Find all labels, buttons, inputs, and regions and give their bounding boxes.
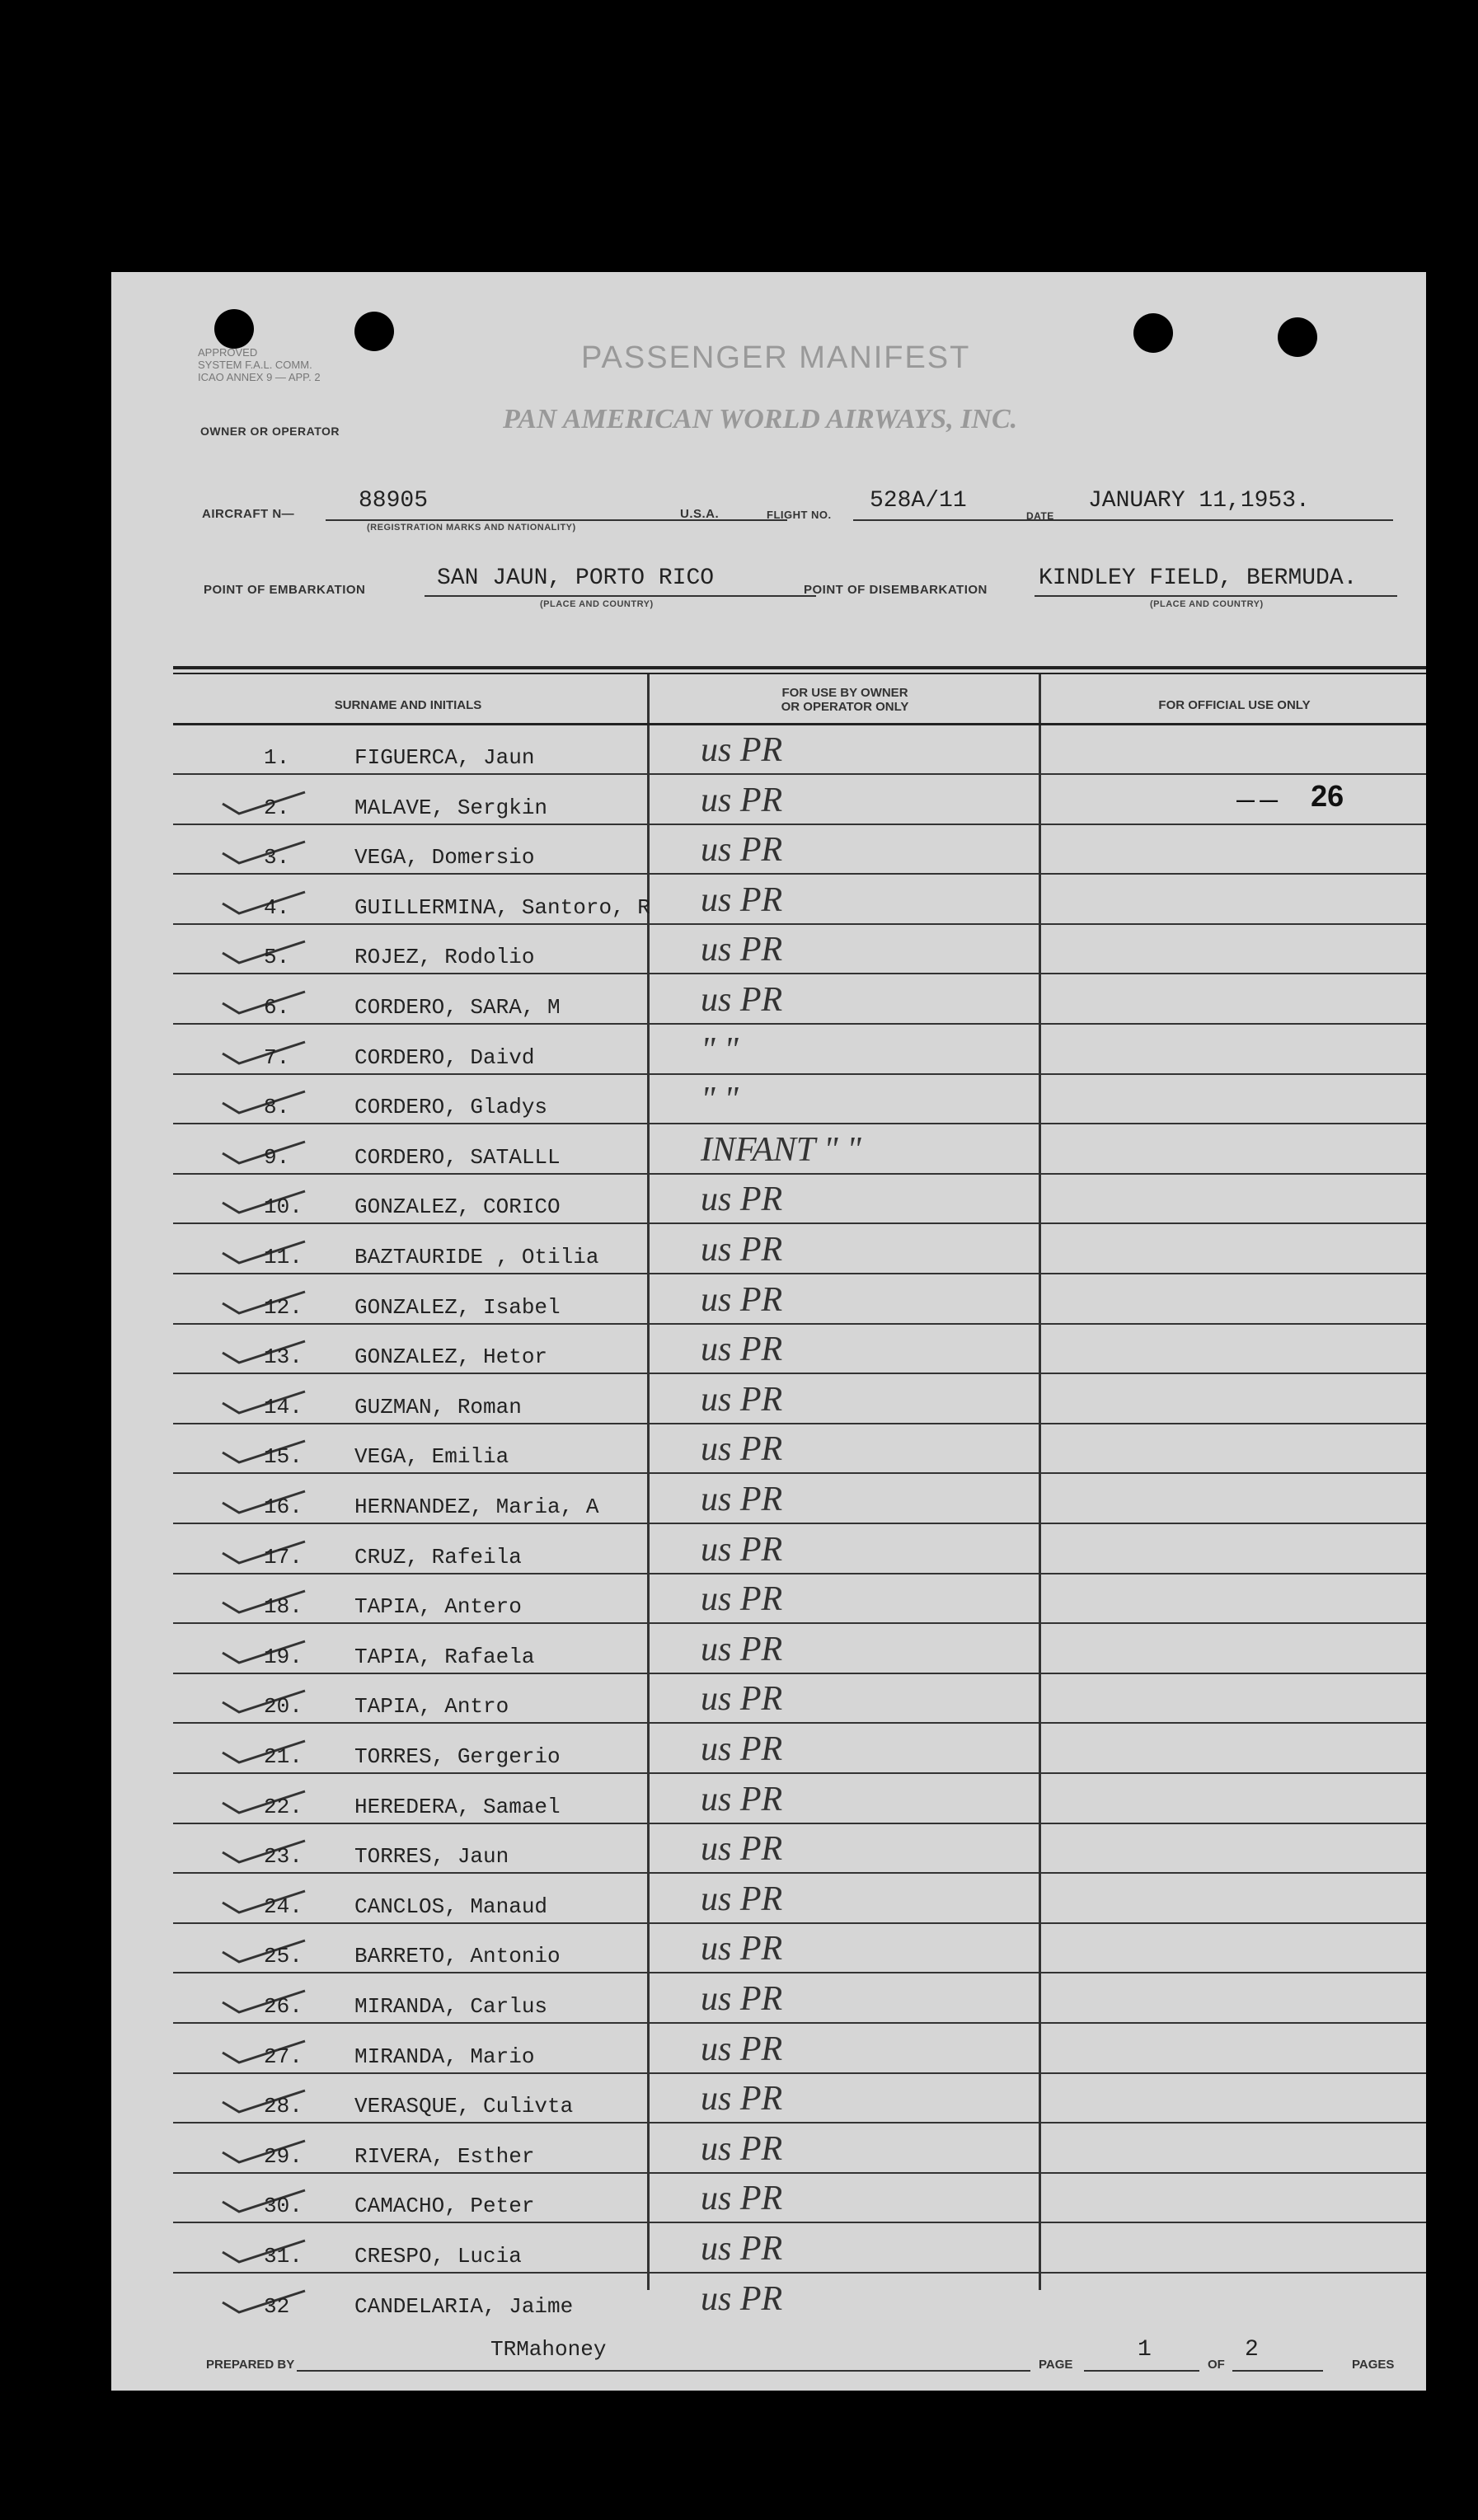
passenger-row bbox=[173, 2025, 1426, 2074]
row-number: 17. bbox=[264, 1544, 303, 1570]
passenger-name: GUILLERMINA, Santoro, R bbox=[354, 894, 650, 920]
passenger-row bbox=[173, 1875, 1426, 1924]
owner-notation: us PR bbox=[701, 2129, 783, 2168]
passenger-name: GONZALEZ, Hetor bbox=[354, 1344, 548, 1370]
passenger-row bbox=[173, 1075, 1426, 1124]
row-number: 23. bbox=[264, 1844, 303, 1870]
passenger-row bbox=[173, 2224, 1426, 2274]
passenger-row bbox=[173, 1974, 1426, 2024]
owner-notation: us PR bbox=[701, 1830, 783, 1869]
row-number: 32 bbox=[264, 2293, 290, 2319]
passenger-name: CRUZ, Rafeila bbox=[354, 1544, 522, 1570]
owner-notation: us PR bbox=[701, 1980, 783, 2018]
punch-hole bbox=[354, 312, 394, 351]
owner-column-header bbox=[651, 686, 1039, 714]
document-title: PASSENGER MANIFEST bbox=[581, 340, 971, 375]
passenger-row bbox=[173, 1824, 1426, 1874]
passenger-row bbox=[173, 875, 1426, 925]
passenger-row bbox=[173, 1325, 1426, 1374]
manifest-sheet bbox=[111, 272, 1426, 2391]
passenger-row bbox=[173, 1275, 1426, 1325]
row-number: 8. bbox=[264, 1095, 290, 1120]
row-number: 11. bbox=[264, 1245, 303, 1269]
owner-notation: us PR bbox=[701, 981, 783, 1019]
row-number: 12. bbox=[264, 1294, 303, 1320]
disembarkation-sublabel: (PLACE AND COUNTRY) bbox=[1150, 599, 1264, 609]
prepared-by-label: PREPARED BY bbox=[206, 2358, 295, 2372]
passenger-name: GONZALEZ, CORICO bbox=[354, 1194, 561, 1220]
row-number: 28. bbox=[264, 2094, 303, 2119]
owner-notation: us PR bbox=[701, 1780, 783, 1818]
passenger-row bbox=[173, 776, 1426, 825]
owner-notation: us PR bbox=[701, 2279, 783, 2318]
passenger-row bbox=[173, 1625, 1426, 1674]
passenger-name: BARRETO, Antonio bbox=[354, 1944, 561, 1969]
row-number: 1. bbox=[264, 745, 290, 770]
row-number: 24. bbox=[264, 1894, 303, 1919]
row-number: 20. bbox=[264, 1694, 303, 1720]
owner-notation: " " bbox=[701, 1081, 739, 1119]
owner-notation: us PR bbox=[701, 2030, 783, 2068]
disembarkation-value: KINDLEY FIELD, BERMUDA. bbox=[1039, 565, 1358, 591]
flight-label: FLIGHT NO. bbox=[767, 509, 832, 521]
owner-notation: us PR bbox=[701, 931, 783, 969]
embarkation-sublabel: (PLACE AND COUNTRY) bbox=[540, 599, 654, 609]
owner-notation: us PR bbox=[701, 731, 783, 769]
owner-notation: us PR bbox=[701, 1730, 783, 1768]
passenger-row bbox=[173, 1725, 1426, 1774]
date-label: DATE bbox=[1026, 510, 1054, 522]
usa-label: U.S.A. bbox=[680, 507, 720, 521]
punch-hole bbox=[214, 309, 254, 349]
official-column-header: FOR OFFICIAL USE ONLY bbox=[1158, 698, 1311, 712]
operator-name: PAN AMERICAN WORLD AIRWAYS, INC. bbox=[503, 404, 1018, 434]
passenger-name: CANCLOS, Manaud bbox=[354, 1894, 548, 1919]
stamp-line: ICAO ANNEX 9 — APP. 2 bbox=[198, 371, 321, 383]
passenger-row bbox=[173, 1424, 1426, 1474]
passenger-name: CORDERO, Daivd bbox=[354, 1044, 535, 1070]
owner-notation: us PR bbox=[701, 1430, 783, 1469]
passenger-row bbox=[173, 1225, 1426, 1274]
official-count bbox=[1236, 779, 1344, 814]
row-number: 6. bbox=[264, 995, 290, 1020]
passenger-name: TAPIA, Antero bbox=[354, 1594, 522, 1620]
passenger-row bbox=[173, 1924, 1426, 1973]
passenger-name: CRESPO, Lucia bbox=[354, 2244, 522, 2269]
embarkation-value: SAN JAUN, PORTO RICO bbox=[437, 565, 715, 591]
row-number: 14. bbox=[264, 1394, 303, 1420]
passenger-name: BAZTAURIDE , Otilia bbox=[354, 1245, 599, 1269]
owner-notation: us PR bbox=[701, 2230, 783, 2268]
owner-notation: us PR bbox=[701, 1930, 783, 1969]
passenger-name: ROJEZ, Rodolio bbox=[354, 945, 535, 970]
stamp-line: SYSTEM F.A.L. COMM. bbox=[198, 359, 312, 371]
owner-notation: us PR bbox=[701, 2180, 783, 2218]
row-number: 25. bbox=[264, 1944, 303, 1969]
embarkation-underline bbox=[425, 595, 816, 597]
disembarkation-underline bbox=[1035, 595, 1397, 597]
aircraft-sublabel: (REGISTRATION MARKS AND NATIONALITY) bbox=[367, 523, 576, 533]
prepared-by-underline bbox=[297, 2370, 1030, 2372]
passenger-name: TAPIA, Antro bbox=[354, 1694, 509, 1720]
page-label: PAGE bbox=[1039, 2358, 1073, 2372]
passenger-name: HEREDERA, Samael bbox=[354, 1794, 561, 1819]
row-number: 19. bbox=[264, 1644, 303, 1669]
passenger-row bbox=[173, 1375, 1426, 1424]
row-number: 31. bbox=[264, 2244, 303, 2269]
table-top-rule bbox=[173, 666, 1426, 669]
disembarkation-label: POINT OF DISEMBARKATION bbox=[804, 583, 988, 597]
row-number: 5. bbox=[264, 945, 290, 970]
passenger-row bbox=[173, 1175, 1426, 1224]
owner-notation: us PR bbox=[701, 781, 783, 819]
row-number: 15. bbox=[264, 1444, 303, 1470]
of-label: OF bbox=[1208, 2358, 1225, 2372]
official-count-value: 26 bbox=[1311, 778, 1344, 813]
passenger-row bbox=[173, 725, 1426, 775]
page-underline bbox=[1084, 2370, 1199, 2372]
row-number: 21. bbox=[264, 1744, 303, 1769]
owner-notation: " " bbox=[701, 1030, 739, 1069]
passenger-name: TORRES, Jaun bbox=[354, 1844, 509, 1870]
row-number: 3. bbox=[264, 845, 290, 871]
owner-column-header-line: FOR USE BY OWNER bbox=[781, 686, 908, 700]
passenger-row bbox=[173, 925, 1426, 974]
owner-notation: us PR bbox=[701, 1481, 783, 1518]
row-number: 26. bbox=[264, 1994, 303, 2019]
owner-notation: us PR bbox=[701, 880, 783, 919]
row-number: 13. bbox=[264, 1344, 303, 1370]
owner-notation: us PR bbox=[701, 1180, 783, 1219]
row-number: 10. bbox=[264, 1194, 303, 1220]
passenger-row bbox=[173, 825, 1426, 875]
owner-notation: us PR bbox=[701, 1580, 783, 1619]
passenger-name: TORRES, Gergerio bbox=[354, 1744, 561, 1769]
row-number: 22. bbox=[264, 1794, 303, 1819]
owner-notation: us PR bbox=[701, 1280, 783, 1319]
passenger-row bbox=[173, 975, 1426, 1025]
passenger-row bbox=[173, 1475, 1426, 1524]
owner-notation: us PR bbox=[701, 1380, 783, 1419]
passenger-row bbox=[173, 2274, 1426, 2324]
passenger-row bbox=[173, 1674, 1426, 1724]
row-number: 7. bbox=[264, 1044, 290, 1070]
row-number: 18. bbox=[264, 1594, 303, 1620]
owner-notation: us PR bbox=[701, 831, 783, 870]
passenger-name: CORDERO, SARA, M bbox=[354, 995, 561, 1020]
owner-notation: us PR bbox=[701, 1879, 783, 1918]
passenger-name: TAPIA, Rafaela bbox=[354, 1644, 535, 1669]
table-top-rule-2 bbox=[173, 673, 1426, 674]
owner-notation: us PR bbox=[701, 1680, 783, 1719]
passenger-row bbox=[173, 1125, 1426, 1175]
passenger-name: VERASQUE, Culivta bbox=[354, 2094, 574, 2119]
passenger-name: GUZMAN, Roman bbox=[354, 1394, 522, 1420]
passenger-row bbox=[173, 1775, 1426, 1824]
passenger-name: RIVERA, Esther bbox=[354, 2143, 535, 2169]
passenger-name: CANDELARIA, Jaime bbox=[354, 2293, 574, 2319]
row-number: 30. bbox=[264, 2194, 303, 2219]
owner-notation: us PR bbox=[701, 1231, 783, 1269]
embarkation-label: POINT OF EMBARKATION bbox=[204, 583, 366, 597]
row-number: 29. bbox=[264, 2143, 303, 2169]
row-number: 4. bbox=[264, 894, 290, 920]
passenger-name: MIRANDA, Mario bbox=[354, 2044, 535, 2069]
owner-notation: INFANT " " bbox=[701, 1130, 861, 1169]
surname-column-header: SURNAME AND INITIALS bbox=[334, 698, 482, 712]
row-number: 27. bbox=[264, 2044, 303, 2069]
passenger-name: CAMACHO, Peter bbox=[354, 2194, 535, 2219]
date-underline bbox=[1063, 519, 1393, 521]
passenger-name: FIGUERCA, Jaun bbox=[354, 745, 535, 770]
passenger-name: CORDERO, Gladys bbox=[354, 1095, 548, 1120]
owner-notation: us PR bbox=[701, 1630, 783, 1668]
passenger-name: MIRANDA, Carlus bbox=[354, 1994, 548, 2019]
flight-value: 528A/11 bbox=[870, 488, 967, 514]
passenger-row bbox=[173, 2124, 1426, 2174]
punch-hole bbox=[1133, 313, 1173, 353]
passenger-row bbox=[173, 1525, 1426, 1574]
aircraft-label: AIRCRAFT N— bbox=[202, 507, 295, 521]
owner-notation: us PR bbox=[701, 2080, 783, 2119]
passenger-row bbox=[173, 1574, 1426, 1624]
official-dash: — — bbox=[1236, 789, 1279, 810]
aircraft-value: 88905 bbox=[359, 488, 429, 514]
passenger-name: HERNANDEZ, Maria, A bbox=[354, 1495, 599, 1519]
passenger-name: VEGA, Emilia bbox=[354, 1444, 509, 1470]
punch-hole bbox=[1278, 317, 1317, 357]
stamp-line: APPROVED bbox=[198, 346, 258, 359]
passenger-name: CORDERO, SATALLL bbox=[354, 1144, 561, 1170]
row-number: 16. bbox=[264, 1495, 303, 1519]
owner-column-header-line: OR OPERATOR ONLY bbox=[781, 700, 909, 714]
passenger-name: VEGA, Domersio bbox=[354, 845, 535, 871]
passenger-name: GONZALEZ, Isabel bbox=[354, 1294, 561, 1320]
owner-notation: us PR bbox=[701, 1330, 783, 1369]
total-pages-underline bbox=[1232, 2370, 1323, 2372]
row-number: 2. bbox=[264, 795, 290, 820]
owner-label: OWNER OR OPERATOR bbox=[200, 425, 340, 438]
owner-notation: us PR bbox=[701, 1530, 783, 1569]
passenger-row bbox=[173, 2074, 1426, 2123]
row-number: 9. bbox=[264, 1144, 290, 1170]
page-number: 1 bbox=[1138, 2337, 1152, 2363]
passenger-row bbox=[173, 2174, 1426, 2223]
pages-label: PAGES bbox=[1352, 2358, 1395, 2372]
date-value: JANUARY 11,1953. bbox=[1088, 488, 1310, 514]
approval-stamp bbox=[198, 346, 321, 383]
passenger-row bbox=[173, 1025, 1426, 1075]
prepared-by-value: TRMahoney bbox=[490, 2337, 607, 2362]
passenger-name: MALAVE, Sergkin bbox=[354, 795, 548, 820]
total-pages: 2 bbox=[1245, 2337, 1259, 2363]
